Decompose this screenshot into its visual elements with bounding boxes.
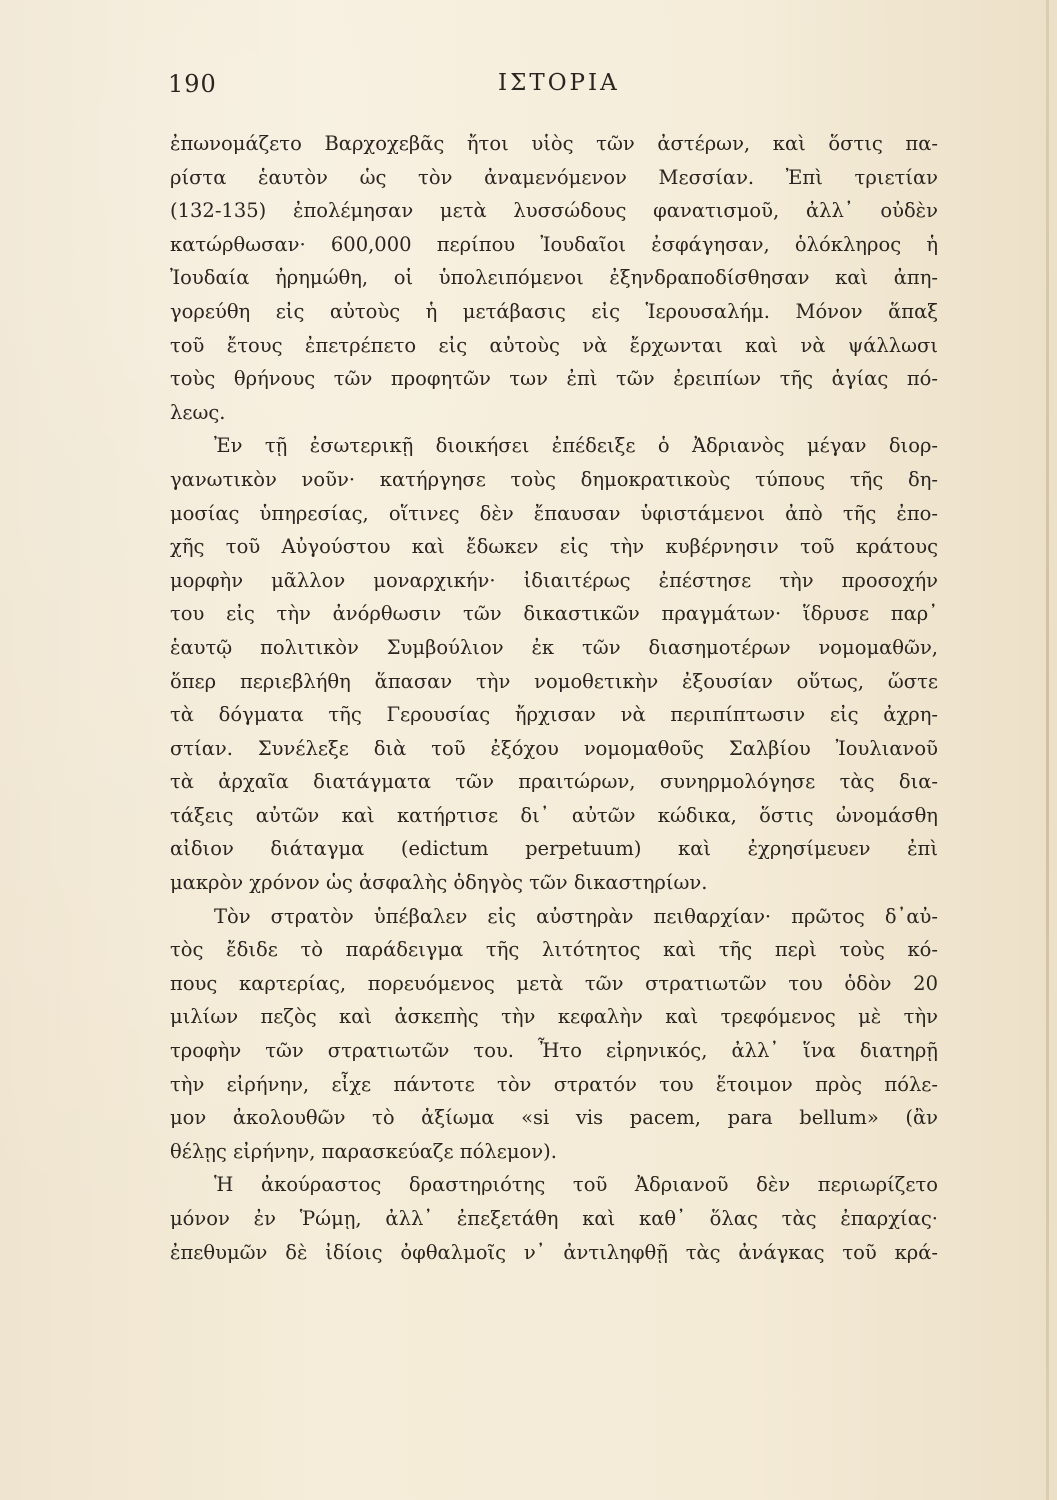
text-line: λεως. [170,400,226,424]
text-line: μοσίας ὑπηρεσίας, οἵτινες δὲν ἔπαυσαν ὑφιστάμενοι ἀπὸ τῆς ἐπο- [170,501,938,525]
text-line: Ἐν τῇ ἐσωτερικῇ διοικήσει ἐπέδειξε ὁ Ἀδριανὸς μέγαν διορ- [214,434,938,458]
text-line: χῆς τοῦ Αὐγούστου καὶ ἔδωκεν εἰς τὴν κυβέρνησιν τοῦ κράτους [170,535,938,559]
text-line: τροφὴν τῶν στρατιωτῶν του. Ἦτο εἰρηνικός, ἀλλ᾽ ἵνα διατηρῇ [170,1039,938,1063]
page-number: 190 [168,70,217,98]
text-line: Τὸν στρατὸν ὑπέβαλεν εἰς αὐστηρὰν πειθαρχίαν· πρῶτος δ᾽αὐ- [214,904,938,928]
body-text [170,127,938,1269]
text-line: κατώρθωσαν· 600,000 περίπου Ἰουδαῖοι ἐσφάγησαν, ὁλόκληρος ἡ [170,232,938,256]
text-line: γανωτικὸν νοῦν· κατήργησε τοὺς δημοκρατικοὺς τύπους τῆς δη- [170,467,938,491]
text-line: Ἰουδαία ἠρημώθη, οἱ ὑπολειπόμενοι ἐξηνδραποδίσθησαν καὶ ἀπη- [170,266,938,290]
text-line: ἑαυτῷ πολιτικὸν Συμβούλιον ἐκ τῶν διασημοτέρων νομομαθῶν, [170,635,938,659]
text-line: τὴν εἰρήνην, εἶχε πάντοτε τὸν στρατόν του ἕτοιμον πρὸς πόλε- [170,1072,938,1096]
text-line: θέλῃς εἰρήνην, παρασκεύαζε πόλεμον). [170,1139,557,1163]
text-line: τὰ δόγματα τῆς Γερουσίας ἤρχισαν νὰ περιπίπτωσιν εἰς ἀχρη- [170,703,938,727]
text-line: γορεύθη εἰς αὐτοὺς ἡ μετάβασις εἰς Ἱερουσαλήμ. Μόνον ἅπαξ [170,299,938,323]
text-line: ἐπωνομάζετο Βαρχοχεβᾶς ἤτοι υἱὸς τῶν ἀστέρων, καὶ ὅστις πα- [170,132,938,155]
text-line: πους καρτερίας, πορευόμενος μετὰ τῶν στρατιωτῶν του ὁδὸν 20 [170,971,938,995]
text-line: στίαν. Συνέλεξε διὰ τοῦ ἐξόχου νομομαθοῦς Σαλβίου Ἰουλιανοῦ [170,736,938,760]
text-line: ἐπεθυμῶν δὲ ἰδίοις ὀφθαλμοῖς ν᾽ ἀντιληφθῇ τὰς ἀνάγκας τοῦ κρά- [170,1240,938,1264]
page-edge [1046,0,1049,1500]
text-line: ὅπερ περιεβλήθη ἅπασαν τὴν νομοθετικὴν ἐξουσίαν οὕτως, ὥστε [170,669,938,693]
text-line: τάξεις αὐτῶν καὶ κατήρτισε δι᾽ αὐτῶν κώδικα, ὅστις ὠνομάσθη [170,803,938,827]
text-line: τοῦ ἔτους ἐπετρέπετο εἰς αὐτοὺς νὰ ἔρχωνται καὶ νὰ ψάλλωσι [170,333,938,357]
running-title: ΙΣΤΟΡΙΑ [498,70,620,96]
text-line: μορφὴν μᾶλλον μοναρχικήν· ἰδιαιτέρως ἐπέστησε τὴν προσοχήν [170,568,938,592]
text-line: ρίστα ἑαυτὸν ὡς τὸν ἀναμενόμενον Μεσσίαν. Ἐπὶ τριετίαν [170,165,938,189]
text-line: μόνον ἐν Ῥώμῃ, ἀλλ᾽ ἐπεξετάθη καὶ καθ᾽ ὅλας τὰς ἐπαρχίας· [170,1207,938,1230]
text-line: μιλίων πεζὸς καὶ ἀσκεπὴς τὴν κεφαλὴν καὶ τρεφόμενος μὲ τὴν [170,1005,938,1029]
text-line: μακρὸν χρόνον ὡς ἀσφαλὴς ὁδηγὸς τῶν δικαστηρίων. [170,871,708,895]
text-line: Ἡ ἀκούραστος δραστηριότης τοῦ Ἀδριανοῦ δὲν περιωρίζετο [214,1173,938,1197]
text-line: τὸς ἔδιδε τὸ παράδειγμα τῆς λιτότητος καὶ τῆς περὶ τοὺς κό- [170,938,938,962]
text-line: τὰ ἀρχαῖα διατάγματα τῶν πραιτώρων, συνηρμολόγησε τὰς δια- [170,770,938,794]
text-line: αἰδιον διάταγμα (edictum perpetuum) καὶ ἐχρησίμευεν ἐπὶ [170,837,938,861]
text-line: (132-135) ἐπολέμησαν μετὰ λυσσώδους φανατισμοῦ, ἀλλ᾽ οὐδὲν [170,199,938,223]
text-line: του εἰς τὴν ἀνόρθωσιν τῶν δικαστικῶν πραγμάτων· ἵδρυσε παρ᾽ [170,602,938,626]
text-line: μον ἀκολουθῶν τὸ ἀξίωμα «si vis pacem, para bellum» (ἂν [170,1106,938,1130]
page-header [168,70,938,106]
text-line: τοὺς θρήνους τῶν προφητῶν των ἐπὶ τῶν ἐρειπίων τῆς ἁγίας πό- [170,367,938,391]
